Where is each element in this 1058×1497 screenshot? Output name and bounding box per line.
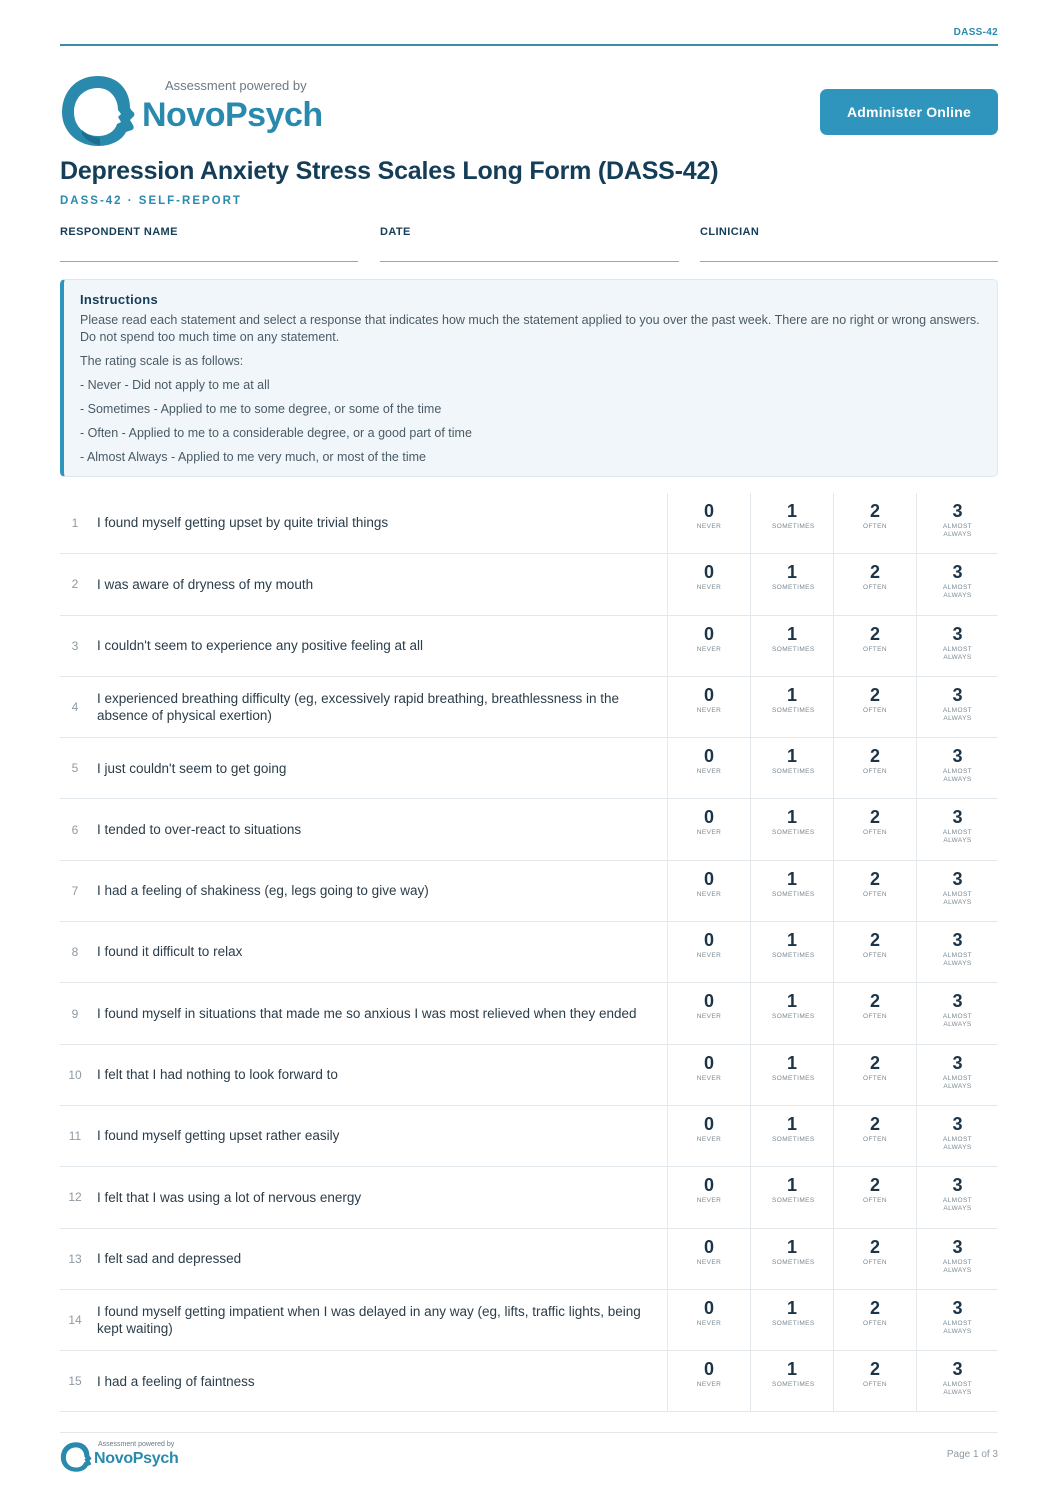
response-label: SOMETIMES bbox=[772, 1013, 815, 1021]
clinician-field[interactable] bbox=[700, 226, 998, 262]
response-label: ALMOST ALWAYS bbox=[942, 1197, 973, 1213]
response-label: NEVER bbox=[696, 645, 722, 653]
response-label: SOMETIMES bbox=[772, 829, 815, 837]
response-value: 3 bbox=[952, 1175, 963, 1196]
response-value: 0 bbox=[703, 1236, 714, 1257]
question-row bbox=[60, 616, 998, 677]
response-label: SOMETIMES bbox=[772, 768, 815, 776]
response-label: SOMETIMES bbox=[772, 1135, 815, 1143]
question-row bbox=[60, 1290, 998, 1351]
response-value: 1 bbox=[786, 501, 797, 521]
response-option[interactable] bbox=[916, 983, 998, 1043]
scale-sometimes: - Sometimes - Applied to me to some degree, or some of the time bbox=[80, 402, 442, 416]
question-row bbox=[60, 922, 998, 983]
response-value: 3 bbox=[952, 868, 963, 889]
question-list bbox=[60, 493, 998, 1412]
question-text: I experienced breathing difficulty (eg, excessively rapid breathing, breathlessness in the absence of physical exertion) bbox=[97, 690, 620, 724]
question-row bbox=[60, 983, 998, 1044]
response-option[interactable] bbox=[833, 983, 916, 1043]
question-number: 4 bbox=[71, 700, 79, 715]
response-value: 3 bbox=[952, 807, 963, 828]
response-value: 0 bbox=[703, 868, 714, 889]
date-field[interactable] bbox=[380, 226, 679, 262]
response-option[interactable] bbox=[667, 677, 750, 737]
response-label: NEVER bbox=[696, 523, 722, 530]
response-label: NEVER bbox=[696, 1381, 722, 1389]
response-option[interactable] bbox=[916, 922, 998, 982]
response-value: 0 bbox=[703, 807, 714, 828]
logo-name: NovoPsych bbox=[142, 96, 323, 134]
response-value: 2 bbox=[869, 1359, 880, 1380]
response-label: NEVER bbox=[696, 890, 722, 898]
response-option[interactable] bbox=[833, 861, 916, 921]
scale-never: - Never - Did not apply to me at all bbox=[80, 378, 270, 392]
response-option[interactable] bbox=[833, 799, 916, 859]
respondent-name-label: RESPONDENT NAME bbox=[60, 226, 178, 238]
doc-code: DASS-42 bbox=[953, 27, 998, 38]
footer-logo-name: NovoPsych bbox=[94, 1450, 179, 1467]
response-value: 1 bbox=[786, 562, 797, 583]
response-label: OFTEN bbox=[862, 706, 888, 714]
response-option[interactable] bbox=[667, 1290, 750, 1350]
response-label: SOMETIMES bbox=[772, 706, 815, 714]
response-label: OFTEN bbox=[862, 829, 888, 837]
response-label: SOMETIMES bbox=[772, 952, 815, 960]
question-number: 1 bbox=[71, 516, 79, 531]
date-label: DATE bbox=[380, 226, 411, 238]
response-value: 1 bbox=[786, 684, 797, 705]
response-value: 3 bbox=[952, 746, 963, 767]
head-profile-icon bbox=[60, 1441, 92, 1473]
response-value: 0 bbox=[703, 684, 714, 705]
response-label: SOMETIMES bbox=[772, 584, 815, 592]
response-value: 2 bbox=[869, 868, 880, 889]
response-option[interactable] bbox=[916, 1351, 998, 1411]
response-option[interactable] bbox=[667, 922, 750, 982]
question-text: I found myself in situations that made me so anxious I was most relieved when they ended bbox=[97, 1005, 637, 1021]
question-number: 5 bbox=[71, 761, 79, 776]
response-value: 1 bbox=[786, 746, 797, 767]
response-label: OFTEN bbox=[862, 645, 888, 653]
response-label: ALMOST ALWAYS bbox=[942, 1135, 973, 1151]
page bbox=[60, 0, 998, 1497]
response-option[interactable] bbox=[916, 1167, 998, 1227]
response-value: 3 bbox=[952, 623, 963, 644]
response-label: SOMETIMES bbox=[772, 1258, 815, 1266]
response-label: ALMOST ALWAYS bbox=[942, 706, 973, 722]
response-option[interactable] bbox=[916, 554, 998, 614]
response-option[interactable] bbox=[667, 1045, 750, 1105]
page-title: Depression Anxiety Stress Scales Long Form (DASS-42) bbox=[60, 157, 719, 185]
response-value: 2 bbox=[869, 623, 880, 644]
response-value: 2 bbox=[869, 991, 880, 1012]
response-label: NEVER bbox=[696, 829, 722, 837]
question-row bbox=[60, 861, 998, 922]
response-label: ALMOST ALWAYS bbox=[942, 1381, 973, 1397]
question-number: 15 bbox=[68, 1374, 82, 1389]
question-row bbox=[60, 1045, 998, 1106]
question-row bbox=[60, 1106, 998, 1167]
scale-often: - Often - Applied to me to a considerable degree, or a good part of time bbox=[80, 426, 472, 440]
response-option[interactable] bbox=[667, 1167, 750, 1227]
response-option[interactable] bbox=[916, 493, 998, 553]
response-label: ALMOST ALWAYS bbox=[942, 890, 973, 906]
response-label: SOMETIMES bbox=[772, 645, 815, 653]
response-label: NEVER bbox=[696, 768, 722, 776]
question-text: I found myself getting impatient when I was delayed in any way (eg, lifts, traffic lights, being kept waiting) bbox=[97, 1303, 641, 1336]
response-label: ALMOST ALWAYS bbox=[942, 1319, 973, 1335]
response-label: SOMETIMES bbox=[772, 1074, 815, 1082]
response-option[interactable] bbox=[750, 799, 833, 859]
response-option[interactable] bbox=[750, 554, 833, 614]
response-value: 3 bbox=[952, 1113, 963, 1134]
logo-powered-text: Assessment powered by bbox=[165, 78, 307, 93]
response-option[interactable] bbox=[833, 1045, 916, 1105]
question-number: 8 bbox=[71, 945, 79, 960]
response-option[interactable] bbox=[750, 1167, 833, 1227]
response-option[interactable] bbox=[916, 1229, 998, 1289]
response-label: OFTEN bbox=[862, 890, 888, 898]
response-value: 2 bbox=[869, 746, 880, 767]
question-row bbox=[60, 738, 998, 799]
question-number: 12 bbox=[68, 1190, 82, 1205]
response-value: 0 bbox=[703, 991, 714, 1012]
response-value: 0 bbox=[703, 1113, 714, 1134]
response-option[interactable] bbox=[833, 677, 916, 737]
response-value: 0 bbox=[703, 1175, 714, 1196]
response-value: 3 bbox=[952, 1297, 963, 1318]
head-profile-icon bbox=[60, 74, 136, 148]
question-text: I tended to over-react to situations bbox=[97, 821, 302, 837]
response-option[interactable] bbox=[916, 738, 998, 798]
instructions-panel bbox=[60, 279, 998, 477]
response-option[interactable] bbox=[750, 677, 833, 737]
response-option[interactable] bbox=[833, 922, 916, 982]
response-option[interactable] bbox=[750, 983, 833, 1043]
question-row bbox=[60, 799, 998, 860]
response-label: OFTEN bbox=[862, 1197, 888, 1205]
response-option[interactable] bbox=[667, 493, 750, 553]
question-text: I was aware of dryness of my mouth bbox=[97, 576, 314, 592]
response-option[interactable] bbox=[667, 1229, 750, 1289]
response-option[interactable] bbox=[667, 616, 750, 676]
question-row bbox=[60, 1167, 998, 1228]
response-value: 3 bbox=[952, 1236, 963, 1257]
top-rule bbox=[60, 26, 998, 46]
footer-logo-powered-text: Assessment powered by bbox=[98, 1441, 175, 1448]
response-label: OFTEN bbox=[862, 952, 888, 960]
response-label: NEVER bbox=[696, 952, 722, 960]
footer-logo bbox=[60, 1439, 190, 1473]
response-option[interactable] bbox=[667, 738, 750, 798]
scale-intro: The rating scale is as follows: bbox=[80, 354, 244, 368]
response-value: 1 bbox=[786, 1175, 797, 1196]
response-value: 1 bbox=[786, 930, 797, 951]
response-value: 1 bbox=[786, 1297, 797, 1318]
response-option[interactable] bbox=[750, 616, 833, 676]
response-label: SOMETIMES bbox=[772, 890, 815, 898]
response-label: SOMETIMES bbox=[772, 1381, 815, 1389]
response-option[interactable] bbox=[750, 1351, 833, 1411]
response-label: ALMOST ALWAYS bbox=[942, 645, 973, 661]
response-label: NEVER bbox=[696, 1319, 722, 1327]
response-value: 0 bbox=[703, 746, 714, 767]
response-value: 1 bbox=[786, 991, 797, 1012]
response-label: NEVER bbox=[696, 1013, 722, 1021]
question-row bbox=[60, 677, 998, 738]
response-option[interactable] bbox=[750, 493, 833, 553]
question-text: I found myself getting upset rather easily bbox=[97, 1128, 340, 1144]
response-label: ALMOST ALWAYS bbox=[942, 952, 973, 968]
response-option[interactable] bbox=[833, 1229, 916, 1289]
response-option[interactable] bbox=[667, 861, 750, 921]
response-option[interactable] bbox=[750, 861, 833, 921]
question-number: 13 bbox=[68, 1251, 82, 1266]
response-label: NEVER bbox=[696, 584, 722, 592]
response-label: ALMOST ALWAYS bbox=[942, 584, 973, 600]
question-text: I found it difficult to relax bbox=[97, 944, 243, 960]
response-label: NEVER bbox=[696, 706, 722, 714]
question-number: 9 bbox=[71, 1006, 79, 1021]
response-label: SOMETIMES bbox=[772, 523, 815, 530]
question-text: I felt sad and depressed bbox=[97, 1250, 242, 1266]
response-option[interactable] bbox=[833, 616, 916, 676]
response-value: 2 bbox=[869, 1052, 880, 1073]
question-row bbox=[60, 554, 998, 615]
response-label: OFTEN bbox=[862, 1013, 888, 1021]
response-label: OFTEN bbox=[862, 1319, 888, 1327]
question-number: 3 bbox=[71, 638, 79, 653]
response-label: SOMETIMES bbox=[772, 1319, 815, 1327]
instructions-title: Instructions bbox=[80, 292, 158, 307]
response-option[interactable] bbox=[750, 1290, 833, 1350]
question-row bbox=[60, 1351, 998, 1412]
response-label: SOMETIMES bbox=[772, 1197, 815, 1205]
question-number: 6 bbox=[71, 822, 79, 837]
response-label: NEVER bbox=[696, 1135, 722, 1143]
response-option[interactable] bbox=[916, 1290, 998, 1350]
question-text: I felt that I was using a lot of nervous energy bbox=[97, 1189, 362, 1205]
response-value: 1 bbox=[786, 868, 797, 889]
response-label: OFTEN bbox=[862, 1074, 888, 1082]
response-option[interactable] bbox=[916, 616, 998, 676]
response-option[interactable] bbox=[916, 861, 998, 921]
response-label: OFTEN bbox=[862, 1258, 888, 1266]
response-option[interactable] bbox=[750, 1229, 833, 1289]
response-label: OFTEN bbox=[862, 523, 888, 530]
page-number: Page 1 of 3 bbox=[946, 1449, 998, 1460]
response-value: 1 bbox=[786, 1052, 797, 1073]
response-value: 0 bbox=[703, 930, 714, 951]
response-option[interactable] bbox=[916, 799, 998, 859]
page-subtitle: DASS-42 · SELF-REPORT bbox=[60, 195, 242, 207]
respondent-name-field[interactable] bbox=[60, 226, 358, 262]
response-value: 2 bbox=[869, 684, 880, 705]
response-option[interactable] bbox=[667, 554, 750, 614]
response-option[interactable] bbox=[833, 554, 916, 614]
question-text: I just couldn't seem to get going bbox=[97, 760, 287, 776]
question-row bbox=[60, 1229, 998, 1290]
response-option[interactable] bbox=[750, 922, 833, 982]
response-option[interactable] bbox=[667, 799, 750, 859]
response-value: 3 bbox=[952, 684, 963, 705]
response-label: ALMOST ALWAYS bbox=[942, 768, 973, 784]
response-option[interactable] bbox=[750, 1106, 833, 1166]
response-value: 0 bbox=[703, 562, 714, 583]
response-label: ALMOST ALWAYS bbox=[942, 829, 973, 845]
response-label: OFTEN bbox=[862, 768, 888, 776]
response-value: 2 bbox=[869, 501, 880, 521]
response-option[interactable] bbox=[916, 1106, 998, 1166]
response-value: 0 bbox=[703, 1359, 714, 1380]
response-value: 1 bbox=[786, 807, 797, 828]
response-label: ALMOST ALWAYS bbox=[942, 1258, 973, 1274]
question-text: I couldn't seem to experience any positive feeling at all bbox=[97, 637, 424, 653]
response-value: 2 bbox=[869, 807, 880, 828]
response-value: 3 bbox=[952, 562, 963, 583]
response-option[interactable] bbox=[833, 738, 916, 798]
response-label: OFTEN bbox=[862, 1381, 888, 1389]
response-value: 3 bbox=[952, 930, 963, 951]
response-value: 2 bbox=[869, 1175, 880, 1196]
response-option[interactable] bbox=[833, 1351, 916, 1411]
instructions-text: Please read each statement and select a response that indicates how much the statement applied to you over the past week. There are no right or wrong answers. Do not spend too much time on any statement. bbox=[80, 313, 980, 344]
question-row bbox=[60, 493, 998, 554]
novopsych-logo bbox=[60, 72, 350, 150]
response-label: ALMOST ALWAYS bbox=[942, 1013, 973, 1029]
response-label: ALMOST ALWAYS bbox=[942, 523, 973, 538]
response-value: 2 bbox=[869, 1297, 880, 1318]
response-label: ALMOST ALWAYS bbox=[942, 1074, 973, 1090]
response-label: NEVER bbox=[696, 1258, 722, 1266]
response-value: 1 bbox=[786, 1113, 797, 1134]
question-number: 14 bbox=[68, 1313, 82, 1327]
question-number: 10 bbox=[68, 1067, 82, 1082]
response-option[interactable] bbox=[667, 983, 750, 1043]
response-label: OFTEN bbox=[862, 584, 888, 592]
response-option[interactable] bbox=[667, 1351, 750, 1411]
response-value: 0 bbox=[703, 623, 714, 644]
response-value: 1 bbox=[786, 623, 797, 644]
response-option[interactable] bbox=[916, 677, 998, 737]
response-value: 1 bbox=[786, 1359, 797, 1380]
response-value: 1 bbox=[786, 1236, 797, 1257]
response-value: 2 bbox=[869, 1236, 880, 1257]
response-value: 0 bbox=[703, 501, 714, 521]
response-value: 2 bbox=[869, 930, 880, 951]
response-value: 0 bbox=[703, 1297, 714, 1318]
response-option[interactable] bbox=[667, 1106, 750, 1166]
footer bbox=[60, 1432, 998, 1476]
response-option[interactable] bbox=[833, 1167, 916, 1227]
question-number: 2 bbox=[71, 577, 79, 592]
clinician-label: CLINICIAN bbox=[700, 226, 760, 238]
question-text: I found myself getting upset by quite trivial things bbox=[97, 515, 389, 531]
response-option[interactable] bbox=[833, 1106, 916, 1166]
response-option[interactable] bbox=[833, 1290, 916, 1350]
response-value: 3 bbox=[952, 991, 963, 1012]
question-text: I felt that I had nothing to look forward to bbox=[97, 1067, 338, 1083]
response-label: OFTEN bbox=[862, 1135, 888, 1143]
response-label: NEVER bbox=[696, 1074, 722, 1082]
response-value: 3 bbox=[952, 1359, 963, 1380]
administer-online-button[interactable]: Administer Online bbox=[820, 89, 998, 135]
question-number: 11 bbox=[68, 1129, 82, 1144]
response-value: 3 bbox=[952, 501, 963, 521]
question-number: 7 bbox=[71, 883, 79, 898]
response-value: 2 bbox=[869, 1113, 880, 1134]
response-label: NEVER bbox=[696, 1197, 722, 1205]
scale-almost-always: - Almost Always - Applied to me very much, or most of the time bbox=[80, 450, 426, 464]
response-option[interactable] bbox=[750, 738, 833, 798]
response-option[interactable] bbox=[833, 493, 916, 553]
response-value: 2 bbox=[869, 562, 880, 583]
response-option[interactable] bbox=[916, 1045, 998, 1105]
response-value: 3 bbox=[952, 1052, 963, 1073]
question-text: I had a feeling of faintness bbox=[97, 1373, 255, 1389]
question-text: I had a feeling of shakiness (eg, legs going to give way) bbox=[97, 883, 429, 899]
response-value: 0 bbox=[703, 1052, 714, 1073]
response-option[interactable] bbox=[750, 1045, 833, 1105]
